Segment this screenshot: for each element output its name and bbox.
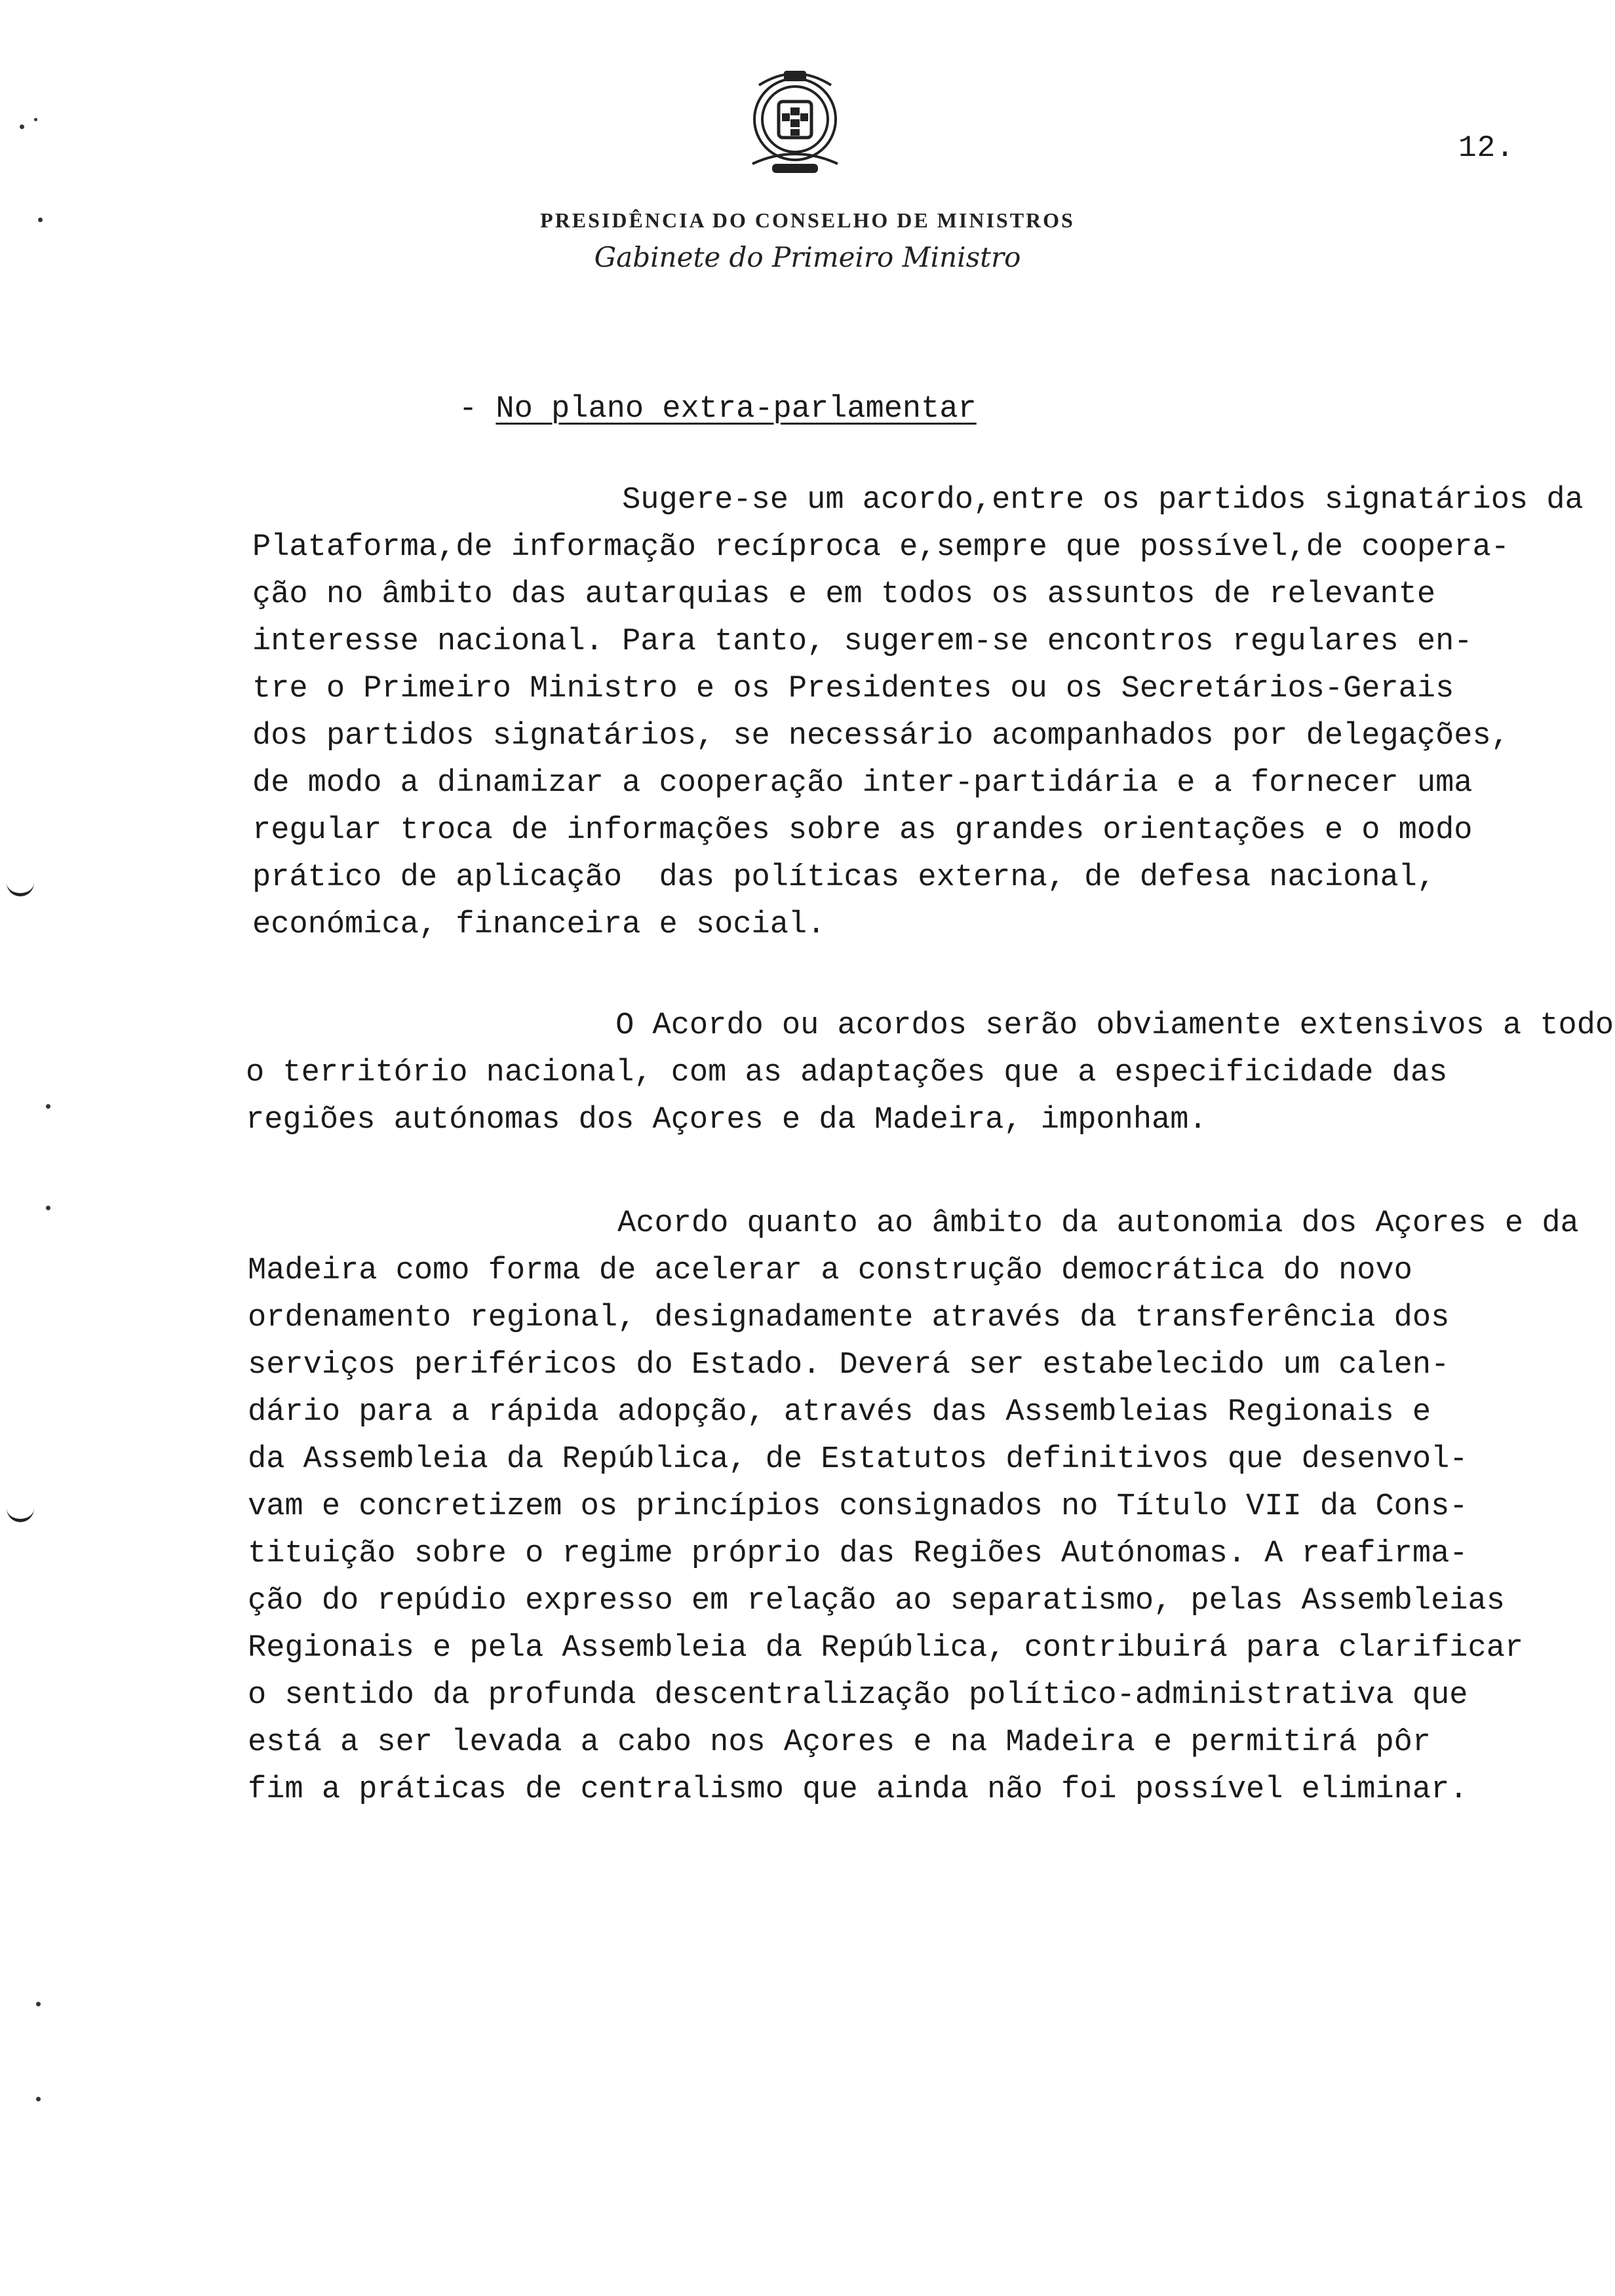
- scan-mark: [38, 218, 43, 222]
- text-line: fim a práticas de centralismo que ainda não foi possível eliminar.: [248, 1772, 1468, 1807]
- heading-dash: -: [459, 392, 496, 427]
- text-line: dos partidos signatários, se necessário acompanhados por delegações,: [252, 719, 1509, 754]
- text-line: prático de aplicação das políticas externa, de defesa nacional,: [252, 860, 1436, 895]
- text-line: de modo a dinamizar a cooperação inter-partidária e a fornecer uma: [252, 766, 1473, 801]
- scan-mark: [7, 881, 34, 896]
- text-line: interesse nacional. Para tanto, sugerem-se encontros regulares en-: [252, 624, 1473, 659]
- scan-mark: [34, 118, 37, 121]
- scan-mark: [36, 2002, 41, 2006]
- text-line: vam e concretizem os princípios consignados no Título VII da Cons-: [248, 1489, 1468, 1524]
- text-line: está a ser levada a cabo nos Açores e na Madeira e permitirá pôr: [248, 1725, 1431, 1760]
- text-line: dário para a rápida adopção, através das Assembleias Regionais e: [248, 1395, 1431, 1430]
- paragraph-3: [248, 1200, 1579, 1814]
- section-heading: [459, 392, 977, 427]
- page-number: 12.: [1458, 131, 1515, 165]
- paragraph-1: [252, 477, 1584, 949]
- text-line: Sugere-se um acordo,entre os partidos signatários da: [252, 483, 1584, 518]
- text-line: o sentido da profunda descentralização político-administrativa que: [248, 1678, 1468, 1713]
- text-line: Regionais e pela Assembleia da República, contribuirá para clarificar: [248, 1631, 1524, 1666]
- text-line: regiões autónomas dos Açores e da Madeira, imponham.: [246, 1103, 1207, 1138]
- portuguese-coat-of-arms-icon: [733, 66, 857, 183]
- scan-mark: [7, 1507, 34, 1522]
- text-line: regular troca de informações sobre as grandes orientações e o modo: [252, 813, 1473, 848]
- text-line: O Acordo ou acordos serão obviamente extensivos a todo: [246, 1008, 1614, 1043]
- text-line: Plataforma,de informação recíproca e,sempre que possível,de coopera-: [252, 530, 1509, 565]
- text-line: económica, financeira e social.: [252, 908, 826, 942]
- scan-mark: [36, 2097, 41, 2101]
- heading-text: No plano extra-parlamentar: [496, 392, 977, 427]
- office-name: Gabinete do Primeiro Ministro: [594, 241, 1021, 273]
- text-line: tituição sobre o regime próprio das Regiões Autónomas. A reafirma-: [248, 1537, 1468, 1571]
- text-line: ção no âmbito das autarquias e em todos os assuntos de relevante: [252, 577, 1436, 612]
- text-line: o território nacional, com as adaptações que a especificidade das: [246, 1056, 1448, 1090]
- text-line: tre o Primeiro Ministro e os Presidentes ou os Secretários-Gerais: [252, 672, 1454, 706]
- text-line: serviços periféricos do Estado. Deverá ser estabelecido um calen-: [248, 1348, 1450, 1383]
- paragraph-2: [246, 1003, 1614, 1144]
- organization-name: PRESIDÊNCIA DO CONSELHO DE MINISTROS: [540, 208, 1075, 232]
- text-line: ordenamento regional, designadamente através da transferência dos: [248, 1301, 1450, 1335]
- text-line: ção do repúdio expresso em relação ao separatismo, pelas Assembleias: [248, 1584, 1505, 1618]
- text-line: da Assembleia da República, de Estatutos definitivos que desenvol-: [248, 1442, 1468, 1477]
- text-line: Madeira como forma de acelerar a construção democrática do novo: [248, 1253, 1412, 1288]
- scan-mark: [20, 124, 24, 129]
- text-line: Acordo quanto ao âmbito da autonomia dos Açores e da: [248, 1206, 1579, 1241]
- scan-mark: [46, 1206, 50, 1210]
- scan-mark: [46, 1104, 50, 1109]
